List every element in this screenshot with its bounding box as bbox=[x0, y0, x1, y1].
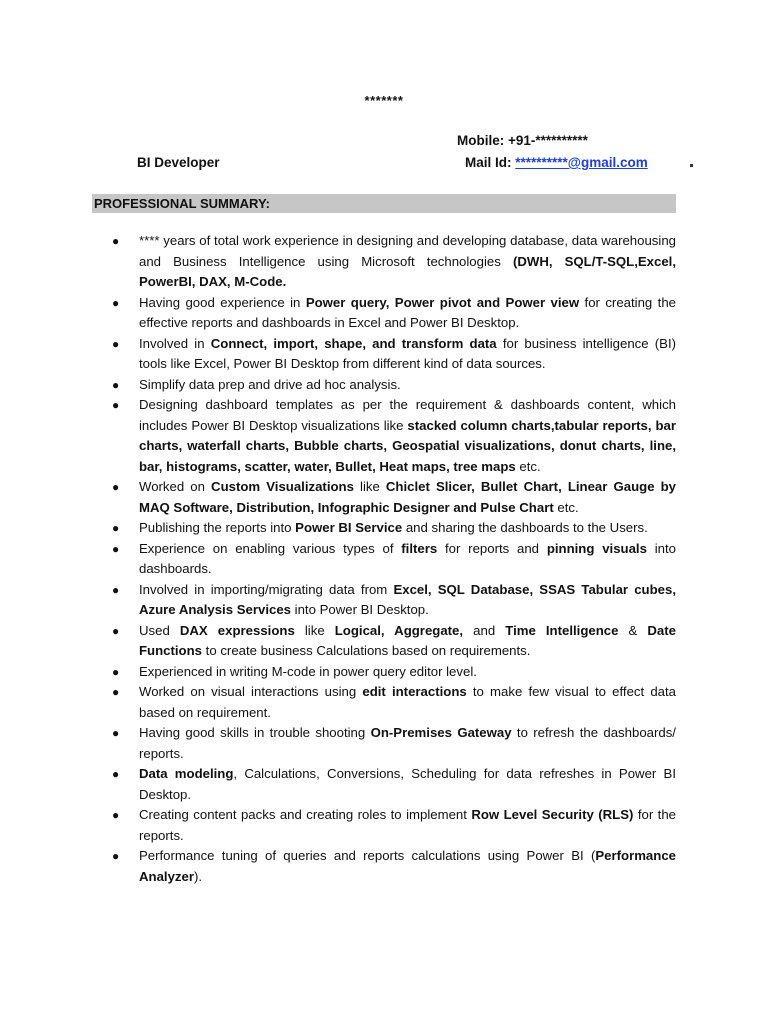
bullet-dot-icon: ● bbox=[112, 664, 120, 679]
bullet-dot-icon: ● bbox=[112, 336, 120, 351]
summary-text: like bbox=[353, 479, 386, 494]
summary-item bbox=[112, 231, 676, 293]
summary-text: and bbox=[463, 622, 506, 638]
summary-text: etc. bbox=[553, 499, 579, 515]
bullet-dot-icon: ● bbox=[112, 726, 120, 740]
summary-item bbox=[112, 395, 676, 477]
summary-text: Involved in bbox=[139, 335, 211, 351]
bullet-dot-icon: ● bbox=[112, 377, 120, 392]
bullet-dot-icon: ● bbox=[112, 541, 120, 556]
summary-text: Designing dashboard templates as per the requirement & dashboards content, which includes Power BI Desktop visualizations like bbox=[139, 397, 676, 433]
bullet-dot-icon: ● bbox=[112, 398, 120, 412]
summary-text: Simplify data prep and drive ad hoc analysis. bbox=[139, 376, 401, 392]
summary-text: to create business Calculations based on requirements. bbox=[202, 643, 531, 658]
candidate-name: ******* bbox=[364, 93, 404, 108]
summary-text-bold: Chiclet Slicer, Bullet Chart, Linear Gauge by MAQ Software, Distribution, Infographic Designer and Pulse Chart bbox=[139, 479, 677, 515]
summary-text-bold: On-Premises Gateway bbox=[370, 725, 512, 740]
summary-text: for creating the effective reports and dashboards in Excel and Power BI Desktop. bbox=[139, 294, 676, 330]
summary-item bbox=[112, 293, 676, 334]
section-title: PROFESSIONAL SUMMARY: bbox=[94, 196, 270, 211]
bullet-dot-icon: ● bbox=[112, 480, 120, 494]
summary-item bbox=[112, 539, 676, 580]
summary-text: Involved in importing/migrating data from bbox=[139, 581, 394, 597]
bullet-dot-icon: ● bbox=[112, 521, 120, 535]
summary-text-bold: Date Functions bbox=[139, 622, 676, 658]
summary-list bbox=[112, 231, 676, 887]
summary-item bbox=[112, 764, 676, 805]
job-title: BI Developer bbox=[137, 155, 220, 170]
summary-text: Experienced in writing M-code in power query editor level. bbox=[139, 663, 477, 679]
summary-item bbox=[112, 662, 676, 683]
summary-text-bold: Time Intelligence bbox=[505, 622, 619, 638]
summary-text-bold: Row Level Security (RLS) bbox=[471, 807, 634, 822]
summary-text-bold: Performance Analyzer bbox=[139, 848, 676, 884]
summary-item bbox=[112, 846, 676, 887]
bullet-dot-icon: ● bbox=[112, 685, 120, 699]
summary-item bbox=[112, 580, 676, 621]
summary-text-bold: Excel, SQL Database, SSAS Tabular cubes, Azure Analysis Services bbox=[139, 581, 676, 617]
summary-item bbox=[112, 805, 676, 846]
summary-item bbox=[112, 518, 676, 539]
summary-text: , Calculations, Conversions, Scheduling for data refreshes in Power BI Desktop. bbox=[139, 766, 676, 802]
summary-text-bold: Power query, Power pivot and Power view bbox=[305, 294, 580, 310]
stray-mark bbox=[690, 164, 693, 167]
mail-label: Mail Id: bbox=[465, 155, 516, 170]
email-link[interactable]: **********@gmail.com bbox=[515, 155, 648, 170]
summary-text-bold: stacked column charts,tabular reports, bar charts, waterfall charts, Bubble charts, Geospatial visualizations, donut charts, line, bar, histograms, scatter, water, Bullet, Heat maps, tree maps bbox=[139, 417, 676, 474]
summary-text-bold: DAX expressions bbox=[179, 622, 295, 638]
summary-item bbox=[112, 375, 676, 396]
summary-text: and sharing the dashboards to the Users. bbox=[402, 520, 648, 535]
bullet-dot-icon: ● bbox=[112, 767, 120, 781]
summary-text: to refresh the dashboards/ reports. bbox=[139, 725, 676, 761]
summary-text: Performance tuning of queries and reports calculations using Power BI ( bbox=[139, 848, 596, 863]
summary-text: etc. bbox=[515, 458, 541, 474]
summary-item bbox=[112, 334, 676, 375]
summary-text: into Power BI Desktop. bbox=[290, 602, 429, 617]
mobile-number: Mobile: +91-********** bbox=[457, 133, 588, 148]
summary-text: Worked on bbox=[139, 479, 212, 494]
summary-text-bold: Data modeling bbox=[139, 766, 234, 781]
summary-text-bold: (DWH, SQL/T-SQL,Excel, PowerBI, DAX, M-Code. bbox=[139, 253, 677, 289]
bullet-dot-icon: ● bbox=[112, 808, 120, 822]
summary-item bbox=[112, 621, 676, 662]
summary-item bbox=[112, 682, 676, 723]
summary-text-bold: filters bbox=[401, 540, 438, 556]
summary-item bbox=[112, 477, 676, 518]
summary-text-bold: Connect, import, shape, and transform data bbox=[210, 335, 497, 351]
summary-text-bold: Power BI Service bbox=[295, 520, 403, 535]
summary-text: ). bbox=[193, 868, 203, 884]
summary-item bbox=[112, 723, 676, 764]
summary-text: to make few visual to effect data based on requirement. bbox=[139, 684, 677, 720]
summary-text: Having good experience in bbox=[139, 294, 306, 310]
summary-text: into dashboards. bbox=[139, 540, 676, 576]
summary-text: Used bbox=[139, 622, 180, 638]
bullet-dot-icon: ● bbox=[112, 623, 120, 638]
bullet-dot-icon: ● bbox=[112, 849, 120, 863]
summary-text: like bbox=[294, 622, 335, 638]
summary-text-bold: pinning visuals bbox=[546, 540, 647, 556]
summary-text: for business intelligence (BI) tools like Excel, Power BI Desktop from different kind of data sources. bbox=[139, 335, 677, 371]
summary-text: for reports and bbox=[437, 540, 547, 556]
summary-text: & bbox=[618, 622, 648, 638]
bullet-dot-icon: ● bbox=[112, 295, 120, 310]
summary-text-bold: Logical, Aggregate, bbox=[334, 622, 464, 638]
summary-text: Worked on visual interactions using bbox=[139, 684, 363, 699]
summary-text: Creating content packs and creating roles to implement bbox=[139, 807, 472, 822]
mail-id bbox=[465, 155, 648, 170]
summary-text: Having good skills in trouble shooting bbox=[139, 725, 371, 740]
summary-text: for the reports. bbox=[139, 807, 676, 843]
section-header-professional-summary bbox=[92, 194, 676, 213]
summary-text: Publishing the reports into bbox=[139, 520, 296, 535]
bullet-dot-icon: ● bbox=[112, 234, 120, 248]
summary-text: **** years of total work experience in designing and developing database, data warehousing and Business Intelligence using Microsoft technologies bbox=[139, 233, 676, 269]
summary-text-bold: edit interactions bbox=[362, 684, 467, 699]
summary-text-bold: Custom Visualizations bbox=[211, 479, 354, 494]
summary-text: Experience on enabling various types of bbox=[139, 540, 402, 556]
bullet-dot-icon: ● bbox=[112, 582, 120, 597]
